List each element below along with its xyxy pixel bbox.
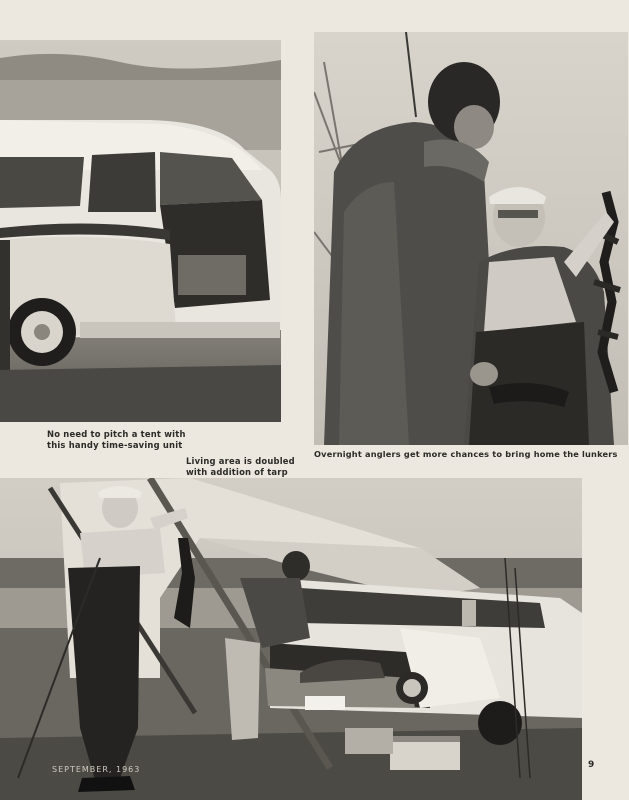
page-number <box>588 760 594 770</box>
caption-line: with addition of tarp <box>186 467 288 477</box>
caption-line: Living area is doubled <box>186 456 295 466</box>
issue-date <box>52 765 140 774</box>
photo-station-wagon <box>0 40 281 422</box>
caption-line: No need to pitch a tent with <box>47 429 186 439</box>
caption-line: Overnight anglers get more chances to bring home the lunkers <box>314 449 618 459</box>
page-number-text: 9 <box>588 760 595 770</box>
caption-anglers <box>314 449 628 460</box>
caption-line: this handy time-saving unit <box>47 440 183 450</box>
photo-tarp-camp <box>0 478 582 800</box>
caption-tarp <box>186 456 316 478</box>
photo-anglers-with-catch <box>314 32 628 445</box>
caption-station-wagon <box>47 429 247 451</box>
issue-date-text: SEPTEMBER, 1963 <box>52 765 141 774</box>
